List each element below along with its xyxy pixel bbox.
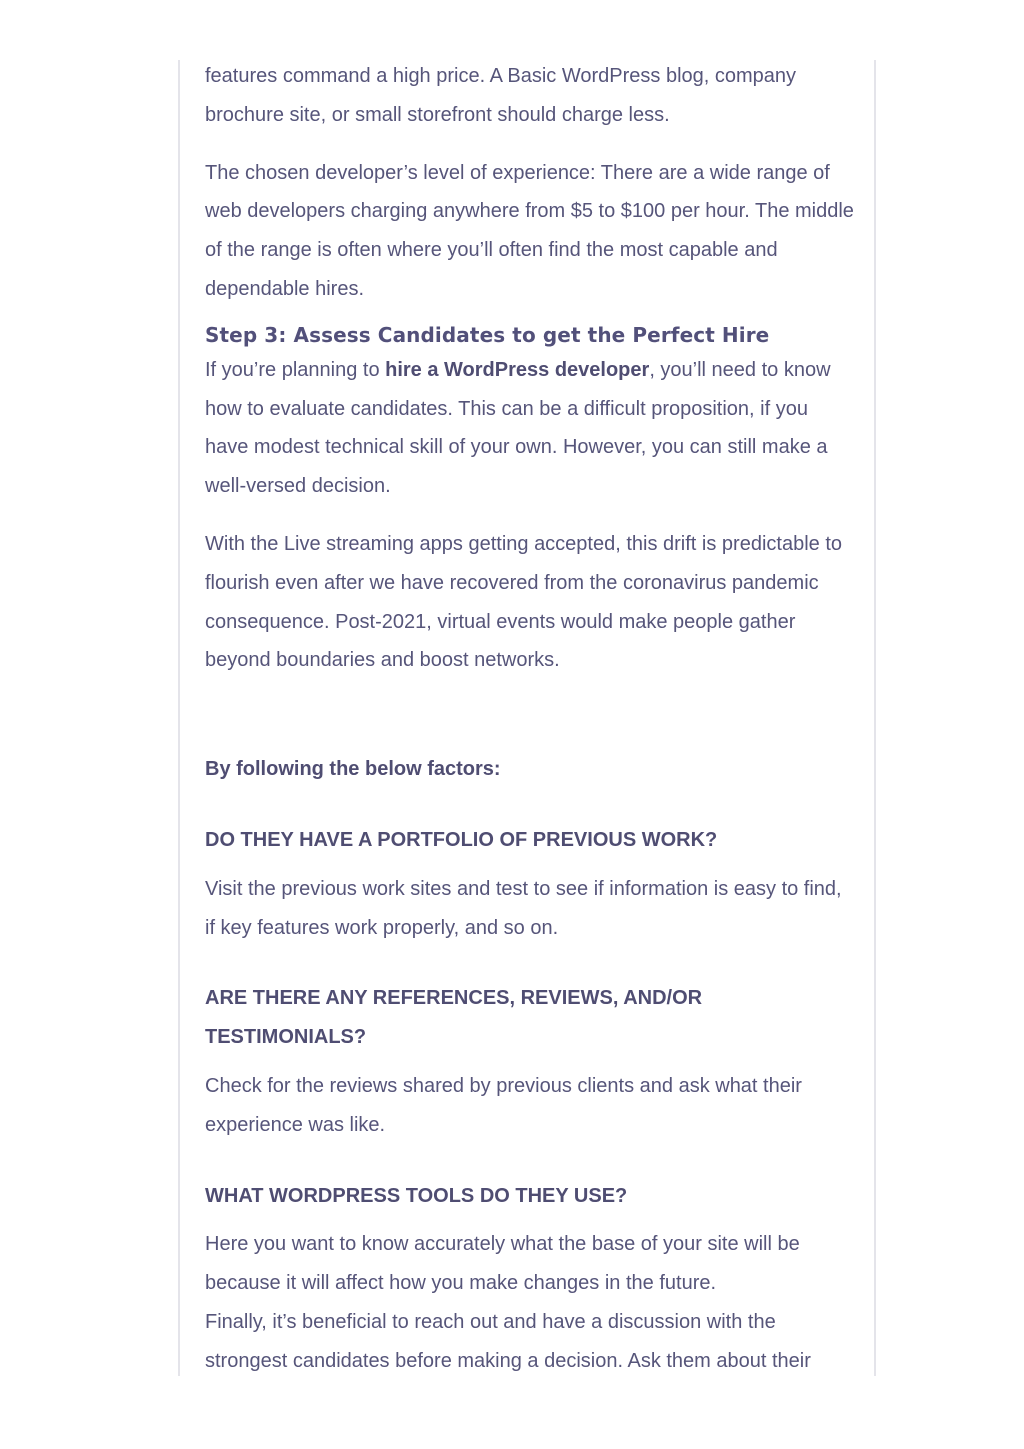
paragraph-live-streaming: With the Live streaming apps getting accepted, this drift is predictable to flourish even after we have recovered from the coronavirus pandemic consequence. Post-2021, virtual events would make people gather beyond boundaries and boost networks. bbox=[205, 532, 843, 672]
step-3-heading: Step 3: Assess Candidates to get the Perfect Hire bbox=[205, 322, 770, 347]
paragraph-evaluate-start: If you’re planning to bbox=[205, 358, 386, 381]
factors-lead: By following the below factors: bbox=[205, 758, 501, 781]
portfolio-question-text: Visit the previous work sites and test to see if information is easy to find, if key features work properly, and so on. bbox=[205, 877, 842, 939]
references-question-text: Check for the reviews shared by previous clients and ask what their experience was like. bbox=[205, 1074, 802, 1136]
paragraph-evaluate-end: , you’ll need to know how to evaluate candidates. This can be a difficult proposition, if you have modest technical skill of your own. However, you can still make a well-versed decision. bbox=[205, 358, 831, 498]
hire-developer-link[interactable]: hire a WordPress developer bbox=[385, 358, 650, 381]
article-body bbox=[205, 57, 855, 1381]
references-question-heading: ARE THERE ANY REFERENCES, REVIEWS, AND/OR TESTIMONIALS? bbox=[205, 987, 703, 1049]
left-divider bbox=[178, 60, 180, 1376]
paragraph-pricing: features command a high price. A Basic WordPress blog, company brochure site, or small storefront should charge less. bbox=[205, 65, 797, 126]
paragraph-evaluate bbox=[205, 351, 855, 506]
tools-question-text: Here you want to know accurately what the base of your site will be because it will affect how you make changes in the future. bbox=[205, 1233, 800, 1295]
paragraph-experience: The chosen developer’s level of experience: There are a wide range of web developers charging anywhere from $5 to $100 per hour. The middle of the range is often where you’ll often find the most capable and dependable hires. bbox=[205, 161, 854, 300]
tools-question-heading: WHAT WORDPRESS TOOLS DO THEY USE? bbox=[205, 1184, 628, 1207]
portfolio-question-heading: DO THEY HAVE A PORTFOLIO OF PREVIOUS WORK? bbox=[205, 828, 718, 851]
right-divider bbox=[874, 60, 876, 1376]
closing-paragraph: Finally, it’s beneficial to reach out and have a discussion with the strongest candidates before making a decision. Ask them about their bbox=[205, 1310, 811, 1372]
